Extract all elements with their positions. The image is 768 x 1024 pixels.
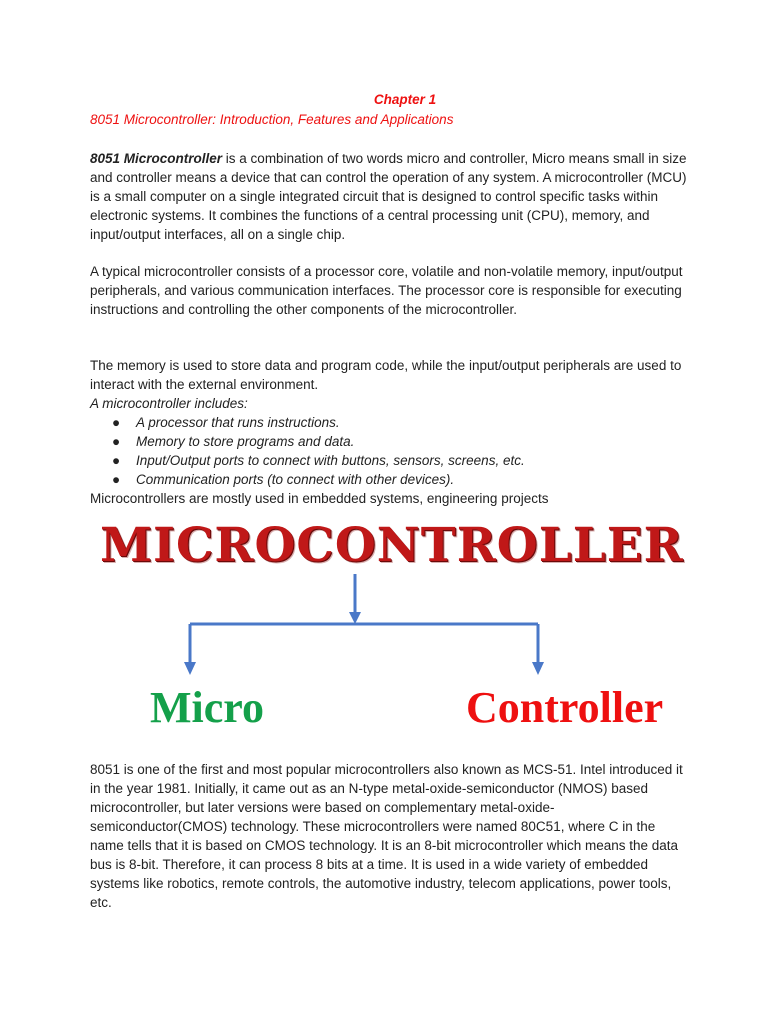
includes-list bbox=[90, 413, 690, 489]
microcontroller-diagram bbox=[100, 512, 684, 752]
paragraph-typical-mcu: A typical microcontroller consists of a processor core, volatile and non-volatile memory, input/output peripherals, and various communication interfaces. The processor core is responsible for executing instructions and controlling the other components of the microcontroller. bbox=[90, 264, 683, 317]
paragraph-8051-history: 8051 is one of the first and most popular microcontrollers also known as MCS-51. Intel introduced it in the year 1981. Initially, it came out as an N-type metal-oxide-semiconductor (NMOS) based microcontroller, but later versions were based on complementary metal-oxide-semiconductor(CMOS) technology. These microcontrollers were named 80C51, where C in the name tells that it is based on CMOS technology. It is an 8-bit microcontroller which means the data bus is 8-bit. Therefore, it can process 8 bits at a time. It is used in a wide variety of embedded systems like robotics, remote controls, the automotive industry, telecom applications, power tools, etc. bbox=[90, 762, 683, 910]
arrow-down-icon bbox=[184, 662, 196, 675]
intro-paragraph bbox=[90, 149, 690, 244]
intro-lead-term: 8051 Microcontroller bbox=[90, 151, 223, 166]
controller-label: Controller bbox=[466, 683, 664, 732]
arrow-down-icon bbox=[349, 612, 361, 624]
includes-label: A microcontroller includes: bbox=[90, 396, 248, 411]
list-item: ● Memory to store programs and data. bbox=[112, 434, 355, 449]
arrow-connectors bbox=[190, 574, 538, 664]
intro-text: is a combination of two words micro and controller, Micro means small in size and controller means a device that can control the operation of any system. A microcontroller (MCU) is a small computer on a single integrated circuit that is designed to control specific tasks within electronic systems. It combines the functions of a central processing unit (CPU), memory, and input/output interfaces, all on a single chip. bbox=[90, 151, 687, 242]
arrow-down-icon bbox=[532, 662, 544, 675]
chapter-heading: Chapter 1 bbox=[373, 92, 437, 107]
bullet-icon: ● bbox=[112, 453, 121, 468]
bullet-icon: ● bbox=[112, 472, 121, 487]
chapter-subtitle: 8051 Microcontroller: Introduction, Features and Applications bbox=[90, 112, 454, 127]
paragraph-memory: The memory is used to store data and program code, while the input/output peripherals are used to interact with the external environment. bbox=[90, 358, 682, 392]
micro-label: Micro bbox=[150, 683, 265, 732]
memory-section bbox=[90, 356, 690, 508]
bullet-icon: ● bbox=[112, 434, 121, 449]
diagram-title: MICROCONTROLLER bbox=[100, 518, 684, 573]
bullet-icon: ● bbox=[112, 415, 121, 430]
list-item: ● Input/Output ports to connect with buttons, sensors, screens, etc. bbox=[112, 453, 525, 468]
list-item: ● Communication ports (to connect with other devices). bbox=[112, 472, 455, 487]
list-item: ● A processor that runs instructions. bbox=[112, 415, 340, 430]
usage-line: Microcontrollers are mostly used in embedded systems, engineering projects bbox=[90, 491, 549, 506]
